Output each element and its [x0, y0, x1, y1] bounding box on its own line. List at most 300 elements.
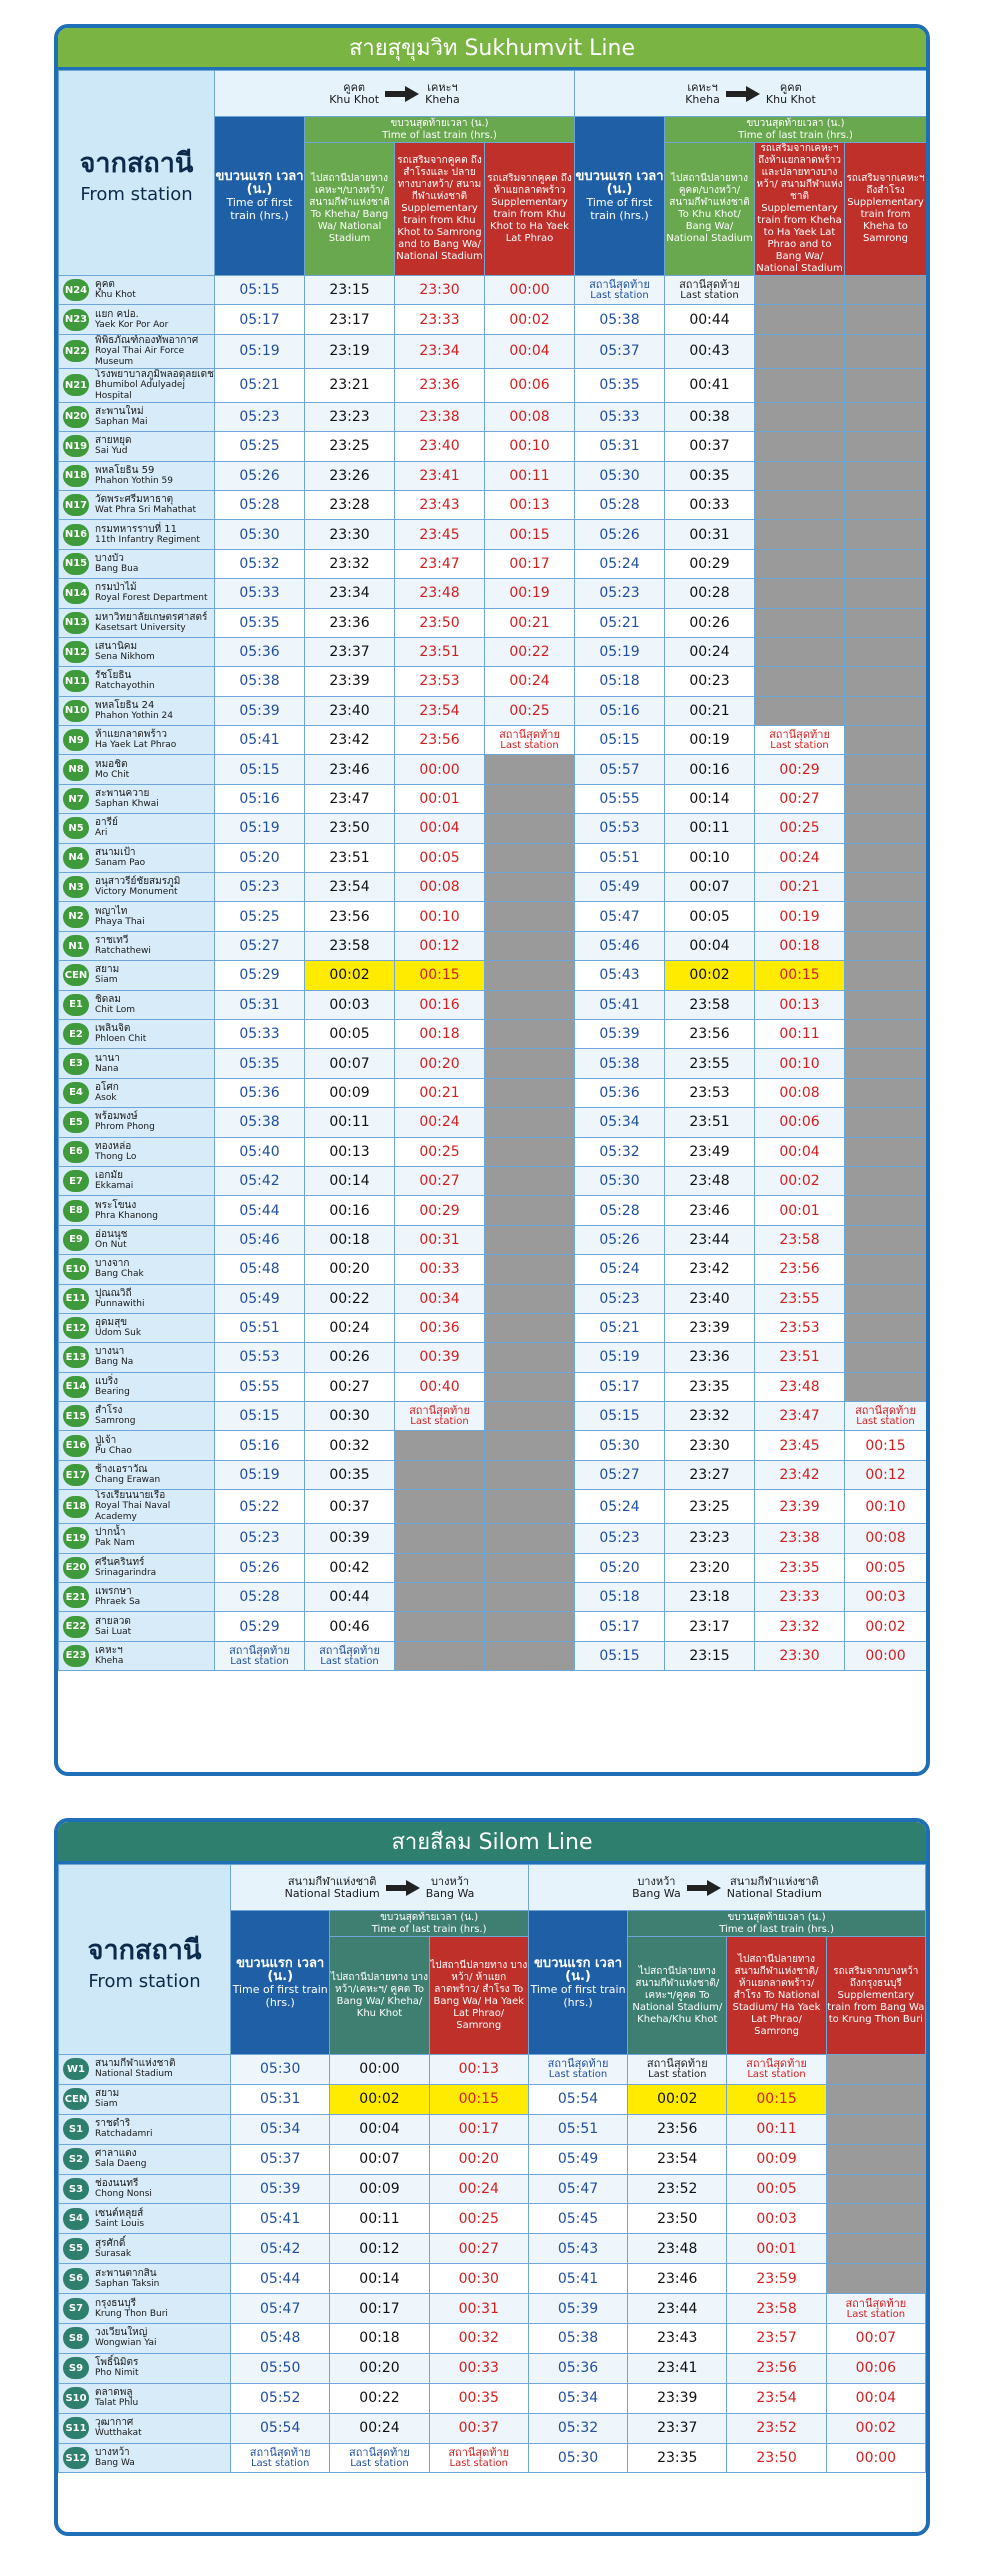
station-row — [59, 1078, 927, 1107]
station-name-en: Surasak — [95, 2248, 132, 2259]
time-cell: 05:36 — [575, 1078, 665, 1107]
station-name-th: ตลาดพลู — [95, 2387, 133, 2399]
time-cell: 00:06 — [485, 368, 575, 402]
station-cell — [59, 1137, 215, 1166]
empty-cell — [485, 1108, 575, 1137]
time-cell: 00:29 — [395, 1196, 485, 1225]
time-cell: 05:32 — [575, 1137, 665, 1166]
time-cell: 23:27 — [665, 1460, 755, 1489]
station-code-badge: N9 — [63, 729, 89, 751]
time-cell: 00:13 — [755, 990, 845, 1019]
station-code-badge: N16 — [63, 524, 89, 546]
station-code-badge: S2 — [63, 2148, 89, 2170]
time-cell: 05:41 — [575, 990, 665, 1019]
empty-cell — [755, 667, 845, 696]
empty-cell — [755, 461, 845, 490]
time-cell: 00:04 — [665, 931, 755, 960]
time-cell: 05:35 — [215, 608, 305, 637]
station-row — [59, 1402, 927, 1431]
station-name-th: อโศก — [95, 1081, 119, 1093]
station-name-en: Sena Nikhom — [95, 652, 155, 663]
station-name-en: Victory Monument — [95, 887, 178, 898]
time-cell: 00:24 — [330, 2413, 429, 2443]
time-cell: 23:36 — [665, 1343, 755, 1372]
time-cell: 00:20 — [330, 2353, 429, 2383]
empty-cell — [755, 549, 845, 578]
empty-cell — [845, 961, 927, 990]
station-cell — [59, 1524, 215, 1553]
time-cell: 23:44 — [665, 1225, 755, 1254]
empty-cell — [485, 843, 575, 872]
last-station-note: สถานีสุดท้าย Last station — [231, 2443, 330, 2473]
time-cell: 05:19 — [215, 1460, 305, 1489]
station-name-en: Mo Chit — [95, 769, 130, 780]
station-cell — [59, 334, 215, 368]
last-station-note: สถานีสุดท้าย Last station — [826, 2294, 925, 2324]
time-cell: 23:28 — [305, 490, 395, 519]
station-cell — [59, 755, 215, 784]
time-cell: 05:24 — [575, 549, 665, 578]
time-cell: 05:52 — [231, 2383, 330, 2413]
station-row — [59, 1641, 927, 1670]
time-cell: 05:51 — [575, 843, 665, 872]
time-cell: 23:35 — [628, 2443, 727, 2473]
empty-cell — [755, 579, 845, 608]
station-code-badge: S4 — [63, 2208, 89, 2230]
station-code-badge: N10 — [63, 700, 89, 722]
station-row — [59, 549, 927, 578]
time-cell: 05:19 — [575, 1343, 665, 1372]
empty-cell — [485, 1641, 575, 1670]
col-supp-hayaek-rev: รถเสริมจากเคหะฯ ถึงห้าแยกลาดพร้าว และปลายทางบางหว้า/ สนามกีฬาแห่งชาติ Supplementary train from Kheha to Ha Yaek Lat Phrao and to Bang Wa/ National Stadium — [756, 143, 843, 274]
time-cell: 23:50 — [395, 608, 485, 637]
station-code-badge: E16 — [63, 1435, 89, 1457]
station-row — [59, 2294, 926, 2324]
from-station-header: จากสถานี From station — [59, 1865, 231, 2055]
time-cell: 05:17 — [215, 305, 305, 334]
time-cell: 00:15 — [485, 520, 575, 549]
time-cell: 00:44 — [305, 1583, 395, 1612]
station-name-th: ศาลาแดง — [95, 2148, 137, 2160]
station-code-badge: N4 — [63, 847, 89, 869]
station-name-th: ปุณณวิถี — [95, 1287, 132, 1299]
time-cell: 05:15 — [575, 1402, 665, 1431]
time-cell: 05:19 — [215, 334, 305, 368]
station-name-th: มหาวิทยาลัยเกษตรศาสตร์ — [95, 611, 208, 623]
station-code-badge: E1 — [63, 994, 89, 1016]
time-cell: 00:46 — [305, 1612, 395, 1641]
time-cell: 00:00 — [395, 755, 485, 784]
station-code-badge: E8 — [63, 1200, 89, 1222]
empty-cell — [826, 2084, 925, 2114]
time-cell: 00:41 — [665, 368, 755, 402]
station-row — [59, 1166, 927, 1195]
time-cell: 00:05 — [845, 1553, 927, 1582]
time-cell: 00:14 — [665, 784, 755, 813]
time-cell: 05:30 — [528, 2443, 627, 2473]
empty-cell — [755, 520, 845, 549]
time-cell: 00:08 — [845, 1524, 927, 1553]
time-cell: 00:35 — [665, 461, 755, 490]
time-cell: 00:16 — [395, 990, 485, 1019]
time-cell: 00:05 — [305, 1019, 395, 1048]
station-name-th: สำโรง — [95, 1405, 123, 1417]
time-cell: 05:34 — [575, 1108, 665, 1137]
station-cell — [59, 1225, 215, 1254]
time-cell: 00:21 — [755, 873, 845, 902]
time-cell: 05:38 — [215, 1108, 305, 1137]
time-cell: 23:23 — [305, 402, 395, 431]
time-cell: 05:28 — [215, 1583, 305, 1612]
time-cell: 05:33 — [215, 579, 305, 608]
time-cell: 00:27 — [429, 2234, 528, 2264]
station-name-en: Wat Phra Sri Mahathat — [95, 505, 196, 516]
time-cell: 23:50 — [727, 2443, 826, 2473]
time-cell: 23:15 — [665, 1641, 755, 1670]
first-train-header: ขบวนแรก เวลา (น.) Time of first train (hrs.) — [215, 117, 305, 276]
time-cell: 23:30 — [755, 1641, 845, 1670]
time-cell: 05:23 — [575, 1284, 665, 1313]
station-name-th: บางหว้า — [95, 2447, 130, 2459]
empty-cell — [485, 784, 575, 813]
col-to-stadium: ไปสถานีปลายทาง สนามกีฬาแห่งชาติ/ เคหะฯ/คูคต To National Stadium/ Kheha/Khu Khot — [628, 1937, 727, 2055]
time-cell: 00:11 — [727, 2114, 826, 2144]
time-cell: 23:55 — [755, 1284, 845, 1313]
time-cell: 23:56 — [305, 902, 395, 931]
time-cell: 05:25 — [215, 432, 305, 461]
station-code-badge: E11 — [63, 1288, 89, 1310]
station-cell — [59, 490, 215, 519]
empty-cell — [845, 726, 927, 755]
last-station-note: สถานีสุดท้าย Last station — [528, 2055, 627, 2085]
station-cell — [59, 305, 215, 334]
station-code-badge: E10 — [63, 1258, 89, 1280]
station-cell — [59, 608, 215, 637]
last-station-note: สถานีสุดท้าย Last station — [845, 1402, 927, 1431]
time-cell: 00:03 — [727, 2204, 826, 2234]
time-cell: 00:02 — [305, 961, 395, 990]
time-cell: 23:42 — [755, 1460, 845, 1489]
time-cell: 05:29 — [215, 961, 305, 990]
station-name-en: Punnawithi — [95, 1298, 145, 1309]
time-cell: 05:38 — [575, 1049, 665, 1078]
station-name-th: แพรกษา — [95, 1586, 132, 1598]
empty-cell — [845, 990, 927, 1019]
time-cell: 05:46 — [215, 1225, 305, 1254]
time-cell: 23:40 — [305, 696, 395, 725]
station-row — [59, 2443, 926, 2473]
time-cell: 00:16 — [305, 1196, 395, 1225]
time-cell: 05:37 — [231, 2144, 330, 2174]
time-cell: 23:38 — [755, 1524, 845, 1553]
station-row — [59, 1524, 927, 1553]
station-name-en: Phahon Yothin 24 — [95, 710, 173, 721]
time-cell: 05:49 — [575, 873, 665, 902]
station-row — [59, 305, 927, 334]
time-cell: 00:01 — [395, 784, 485, 813]
station-code-badge: N5 — [63, 817, 89, 839]
station-cell — [59, 2144, 231, 2174]
time-cell: 05:23 — [575, 1524, 665, 1553]
time-cell: 23:42 — [305, 726, 395, 755]
station-name-th: เซนต์หลุยส์ — [95, 2207, 144, 2219]
empty-cell — [755, 305, 845, 334]
empty-cell — [845, 276, 927, 305]
time-cell: 00:09 — [330, 2174, 429, 2204]
time-cell: 05:24 — [575, 1255, 665, 1284]
station-cell — [59, 696, 215, 725]
empty-cell — [485, 990, 575, 1019]
empty-cell — [755, 490, 845, 519]
time-cell: 05:41 — [231, 2204, 330, 2234]
station-row — [59, 1284, 927, 1313]
station-name-th: แบริ่ง — [95, 1375, 119, 1387]
time-cell: 05:16 — [575, 696, 665, 725]
station-code-badge: S12 — [63, 2447, 89, 2469]
station-name-en: Saphan Taksin — [95, 2278, 160, 2289]
last-train-header: ขบวนสุดท้ายเวลา (น.) Time of last train (hrs.) — [305, 117, 575, 143]
time-cell: 23:43 — [628, 2324, 727, 2354]
time-cell: 00:19 — [665, 726, 755, 755]
station-name-th: สนามกีฬาแห่งชาติ — [95, 2058, 176, 2070]
time-cell: 05:39 — [575, 1019, 665, 1048]
empty-cell — [845, 843, 927, 872]
empty-cell — [845, 1137, 927, 1166]
time-cell: 23:56 — [727, 2353, 826, 2383]
time-cell: 05:34 — [231, 2114, 330, 2144]
time-cell: 05:20 — [215, 843, 305, 872]
empty-cell — [485, 1490, 575, 1524]
station-name-th: อนุสาวรีย์ชัยสมรภูมิ — [95, 876, 181, 888]
empty-cell — [845, 490, 927, 519]
empty-cell — [755, 334, 845, 368]
empty-cell — [845, 873, 927, 902]
station-name-th: สายหยุด — [95, 435, 132, 447]
time-cell: 00:43 — [665, 334, 755, 368]
station-row — [59, 1431, 927, 1460]
time-cell: 23:39 — [628, 2383, 727, 2413]
time-cell: 23:44 — [628, 2294, 727, 2324]
empty-cell — [755, 368, 845, 402]
station-code-badge: E2 — [63, 1023, 89, 1045]
empty-cell — [845, 334, 927, 368]
time-cell: 00:38 — [665, 402, 755, 431]
time-cell: 05:32 — [528, 2413, 627, 2443]
time-cell: 00:01 — [755, 1196, 845, 1225]
empty-cell — [845, 461, 927, 490]
station-name-en: Bhumibol Adulyadej Hospital — [95, 379, 185, 401]
station-name-th: บางจาก — [95, 1258, 130, 1270]
station-row — [59, 1583, 927, 1612]
time-cell: 00:10 — [755, 1049, 845, 1078]
empty-cell — [755, 637, 845, 666]
time-cell: 23:54 — [628, 2144, 727, 2174]
station-code-badge: N15 — [63, 553, 89, 575]
time-cell: 00:10 — [485, 432, 575, 461]
station-name-th: สนามเป้า — [95, 846, 136, 858]
time-cell: 23:32 — [305, 549, 395, 578]
last-station-note: สถานีสุดท้าย Last station — [305, 1641, 395, 1670]
col-to-stadium-supp: ไปสถานีปลายทาง สนามกีฬาแห่งชาติ/ ห้าแยกลาดพร้าว/ สำโรง To National Stadium/ Ha Yaek Lat Phrao/ Samrong — [727, 1937, 826, 2055]
station-row — [59, 873, 927, 902]
station-row — [59, 461, 927, 490]
time-cell: 23:55 — [665, 1049, 755, 1078]
station-cell — [59, 1255, 215, 1284]
empty-cell — [395, 1612, 485, 1641]
station-name-en: Asok — [95, 1092, 117, 1103]
station-name-en: Phaya Thai — [95, 916, 145, 927]
time-cell: 23:38 — [395, 402, 485, 431]
station-name-en: Saint Louis — [95, 2218, 145, 2229]
time-cell: 00:00 — [330, 2055, 429, 2085]
time-cell: 05:32 — [215, 549, 305, 578]
station-name-en: Ekkamai — [95, 1181, 134, 1192]
station-name-en: Bearing — [95, 1386, 130, 1397]
station-row — [59, 520, 927, 549]
time-cell: 05:23 — [215, 873, 305, 902]
empty-cell — [845, 931, 927, 960]
time-cell: 00:15 — [845, 1431, 927, 1460]
time-cell: 00:16 — [665, 755, 755, 784]
station-row — [59, 2234, 926, 2264]
station-code-badge: S3 — [63, 2178, 89, 2200]
station-name-th: ปากน้ำ — [95, 1527, 126, 1539]
station-name-en: Chang Erawan — [95, 1475, 161, 1486]
station-name-en: Royal Thai Air Force Museum — [95, 345, 185, 367]
col-to-khukhot: ไปสถานีปลายทาง คูคต/บางหว้า/ สนามกีฬาแห่งชาติ To Khu Khot/ Bang Wa/ National Stadium — [665, 143, 755, 276]
time-cell: 00:13 — [429, 2055, 528, 2085]
time-cell: 23:26 — [305, 461, 395, 490]
time-cell: 00:29 — [755, 755, 845, 784]
time-cell: 23:18 — [665, 1583, 755, 1612]
station-name-th: ชิดลม — [95, 993, 122, 1005]
time-cell: 00:17 — [485, 549, 575, 578]
empty-cell — [485, 961, 575, 990]
silom-panel — [54, 1818, 930, 2536]
time-cell: 23:39 — [305, 667, 395, 696]
time-cell: 05:19 — [215, 814, 305, 843]
empty-cell — [845, 1284, 927, 1313]
time-cell: 00:05 — [395, 843, 485, 872]
time-cell: 23:56 — [395, 726, 485, 755]
last-station-note: สถานีสุดท้าย Last station — [727, 2055, 826, 2085]
station-name-en: Phrom Phong — [95, 1122, 155, 1133]
empty-cell — [395, 1431, 485, 1460]
time-cell: 05:28 — [575, 1196, 665, 1225]
station-name-th: สะพานใหม่ — [95, 405, 144, 417]
time-cell: 23:43 — [395, 490, 485, 519]
time-cell: 00:00 — [826, 2443, 925, 2473]
station-code-badge: N14 — [63, 582, 89, 604]
station-code-badge: N21 — [63, 374, 89, 396]
time-cell: 00:21 — [395, 1078, 485, 1107]
sukhumvit-table — [58, 70, 927, 1671]
station-cell — [59, 432, 215, 461]
station-name-en: Saphan Khwai — [95, 799, 159, 810]
last-train-header: ขบวนสุดท้ายเวลา (น.) Time of last train (hrs.) — [628, 1911, 926, 1937]
time-cell: 00:24 — [755, 843, 845, 872]
time-cell: 00:37 — [665, 432, 755, 461]
station-cell — [59, 2443, 231, 2473]
time-cell: 23:57 — [727, 2324, 826, 2354]
station-cell — [59, 2055, 231, 2085]
time-cell: 05:49 — [528, 2144, 627, 2174]
station-row — [59, 1108, 927, 1137]
empty-cell — [395, 1490, 485, 1524]
time-cell: 00:24 — [485, 667, 575, 696]
time-cell: 00:02 — [665, 961, 755, 990]
time-cell: 05:50 — [231, 2353, 330, 2383]
station-cell — [59, 1343, 215, 1372]
empty-cell — [845, 1078, 927, 1107]
station-code-badge: N1 — [63, 935, 89, 957]
time-cell: 05:15 — [215, 1402, 305, 1431]
time-cell: 00:03 — [305, 990, 395, 1019]
time-cell: 23:33 — [395, 305, 485, 334]
time-cell: 23:48 — [628, 2234, 727, 2264]
station-code-badge: S10 — [63, 2387, 89, 2409]
empty-cell — [485, 1284, 575, 1313]
time-cell: 05:42 — [231, 2234, 330, 2264]
first-train-header: ขบวนแรก เวลา (น.) Time of first train (hrs.) — [528, 1911, 627, 2055]
time-cell: 00:12 — [395, 931, 485, 960]
time-cell: 05:27 — [575, 1460, 665, 1489]
station-code-badge: E19 — [63, 1527, 89, 1549]
time-cell: 00:12 — [845, 1460, 927, 1489]
col-to-bangwa-supp: ไปสถานีปลายทาง บางหว้า/ ห้าแยกลาดพร้าว/ สำโรง To Bang Wa/ Ha Yaek Lat Phrao/ Samrong — [429, 1937, 528, 2055]
time-cell: 05:30 — [575, 461, 665, 490]
time-cell: 00:28 — [665, 579, 755, 608]
station-cell — [59, 1372, 215, 1401]
time-cell: 00:31 — [665, 520, 755, 549]
time-cell: 05:21 — [575, 1313, 665, 1342]
station-code-badge: N23 — [63, 309, 89, 331]
empty-cell — [845, 402, 927, 431]
station-row — [59, 2413, 926, 2443]
time-cell: 00:02 — [845, 1612, 927, 1641]
time-cell: 00:31 — [429, 2294, 528, 2324]
time-cell: 05:28 — [575, 490, 665, 519]
station-row — [59, 667, 927, 696]
empty-cell — [485, 873, 575, 902]
empty-cell — [755, 608, 845, 637]
empty-cell — [845, 1049, 927, 1078]
station-code-badge: E23 — [63, 1645, 89, 1667]
time-cell: 00:25 — [755, 814, 845, 843]
time-cell: 05:23 — [215, 402, 305, 431]
time-cell: 05:36 — [215, 637, 305, 666]
time-cell: 05:44 — [215, 1196, 305, 1225]
station-name-en: Phraek Sa — [95, 1597, 141, 1608]
station-cell — [59, 1313, 215, 1342]
station-name-en: Pak Nam — [95, 1538, 135, 1549]
station-name-th: กรุงธนบุรี — [95, 2297, 136, 2309]
time-cell: 23:15 — [305, 276, 395, 305]
time-cell: 00:02 — [826, 2413, 925, 2443]
station-row — [59, 814, 927, 843]
time-cell: 23:58 — [665, 990, 755, 1019]
time-cell: 00:13 — [305, 1137, 395, 1166]
station-row — [59, 2114, 926, 2144]
empty-cell — [485, 1225, 575, 1254]
time-cell: 00:05 — [665, 902, 755, 931]
time-cell: 23:17 — [305, 305, 395, 334]
last-station-note: สถานีสุดท้าย Last station — [755, 726, 845, 755]
direction-kheha-khukhot: เคหะฯ Kheha คูคต Khu Khot — [575, 71, 927, 117]
time-cell: 00:24 — [429, 2174, 528, 2204]
time-cell: 00:18 — [395, 1019, 485, 1048]
time-cell: 00:04 — [395, 814, 485, 843]
